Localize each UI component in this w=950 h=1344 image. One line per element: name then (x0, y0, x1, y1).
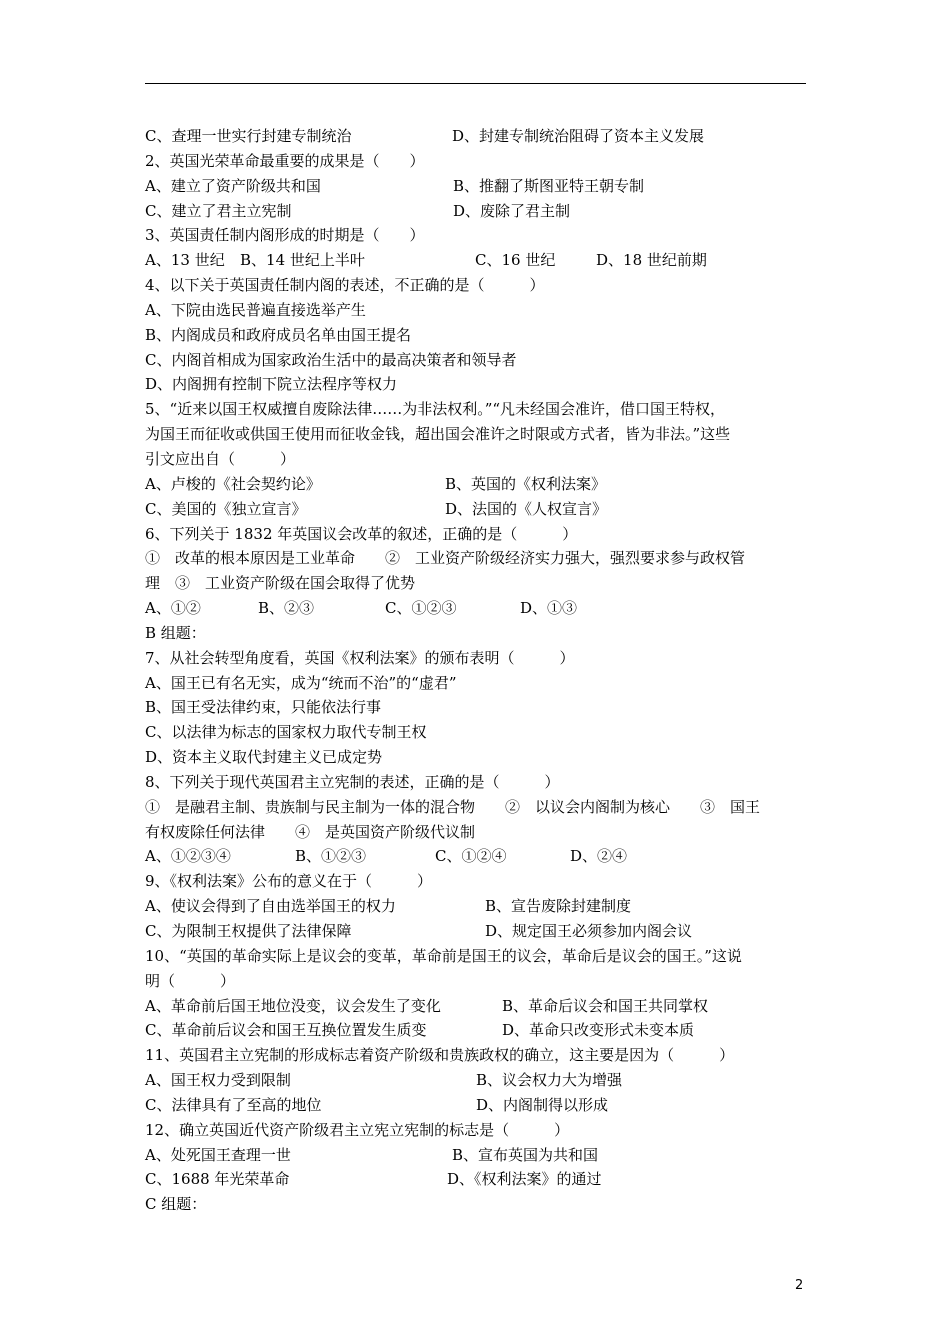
line-text: 2、英国光荣革命最重要的成果是（ ） (145, 151, 425, 170)
option-text: D、②④ (570, 847, 628, 866)
text-line (145, 472, 807, 497)
line-text: C、内阁首相成为国家政治生活中的最高决策者和领导者 (145, 350, 517, 369)
line-text: 8、下列关于现代英国君主立宪制的表述，正确的是（ ） (145, 772, 560, 791)
option-text: A、建立了资产阶级共和国 (145, 176, 321, 195)
option-text: C、1688 年光荣革命 (145, 1170, 290, 1189)
text-line (145, 422, 807, 447)
option-text: C、法律具有了至高的地位 (145, 1095, 322, 1114)
option-text: C、16 世纪 (475, 251, 556, 270)
line-text: C 组题： (145, 1195, 207, 1214)
line-text: B、内阁成员和政府成员名单由国王提名 (145, 325, 412, 344)
text-line (145, 919, 807, 944)
option-text: B、革命后议会和国王共同掌权 (502, 996, 709, 1015)
text-line (145, 795, 807, 820)
option-text: C、①②④ (435, 847, 507, 866)
option-text: D、封建专制统治阻碍了资本主义发展 (452, 127, 705, 145)
option-text: B、②③ (258, 599, 315, 618)
line-text: ① 改革的根本原因是工业革命 ② 工业资产阶级经济实力强大，强烈要求参与政权管 (145, 549, 746, 568)
text-line (145, 223, 807, 248)
text-line (145, 1118, 807, 1143)
option-text: D、①③ (520, 599, 578, 618)
line-text: 4、以下关于英国责任制内阁的表述，不正确的是（ ） (145, 276, 545, 295)
text-line (145, 1167, 807, 1192)
text-line (145, 273, 807, 298)
option-text: A、使议会得到了自由选举国王的权力 (145, 897, 396, 916)
document-body (145, 124, 807, 1217)
text-line (145, 1093, 807, 1118)
option-text: A、①② (145, 599, 201, 618)
option-text: C、查理一世实行封建专制统治 (145, 127, 352, 145)
option-text: D、18 世纪前期 (596, 251, 707, 270)
line-text: C、以法律为标志的国家权力取代专制王权 (145, 723, 427, 742)
text-line (145, 671, 807, 696)
option-text: D、革命只改变形式未变本质 (502, 1021, 695, 1040)
text-line (145, 621, 807, 646)
text-line (145, 348, 807, 373)
line-text: 10、“英国的革命实际上是议会的变革，革命前是国王的议会，革命后是议会的国王。”这说 (145, 946, 742, 965)
text-line (145, 447, 807, 472)
option-text: B、宣告废除封建制度 (485, 897, 632, 916)
line-text: B 组题： (145, 623, 206, 642)
line-text: ① 是融君主制、贵族制与民主制为一体的混合物 ② 以议会内阁制为核心 ③ 国王 (145, 797, 761, 816)
option-text: D、法国的《人权宣言》 (445, 499, 608, 518)
text-line (145, 745, 807, 770)
line-text: 引文应出自（ ） (145, 449, 296, 468)
text-line (145, 397, 807, 422)
text-line (145, 869, 807, 894)
text-line (145, 844, 807, 869)
text-line (145, 1018, 807, 1043)
option-text: B、推翻了斯图亚特王朝专制 (453, 176, 645, 195)
text-line (145, 124, 807, 149)
header-rule (145, 83, 806, 84)
option-text: C、革命前后议会和国王互换位置发生质变 (145, 1021, 427, 1040)
option-text: A、①②③④ (145, 847, 231, 866)
option-text: C、美国的《独立宣言》 (145, 499, 307, 518)
line-text: A、国王已有名无实，成为“统而不治”的“虚君” (145, 673, 457, 692)
option-text: A、卢梭的《社会契约论》 (145, 474, 321, 493)
text-line (145, 1043, 807, 1068)
line-text: 5、“近来以国王权威擅自废除法律……为非法权利。”“凡未经国会准许，借口国王特权， (145, 400, 726, 419)
text-line (145, 372, 807, 397)
line-text: 7、从社会转型角度看，英国《权利法案》的颁布表明（ ） (145, 648, 575, 667)
text-line (145, 546, 807, 571)
text-line (145, 199, 807, 224)
text-line (145, 1143, 807, 1168)
text-line (145, 571, 807, 596)
text-line (145, 770, 807, 795)
text-line (145, 820, 807, 845)
line-text: D、资本主义取代封建主义已成定势 (145, 748, 383, 767)
option-text: C、①②③ (385, 599, 457, 618)
option-text: B、①②③ (295, 847, 367, 866)
text-line (145, 695, 807, 720)
option-text: B、14 世纪上半叶 (240, 251, 365, 270)
option-text: B、议会权力大为增强 (476, 1071, 623, 1090)
text-line (145, 969, 807, 994)
line-text: 为国王而征收或供国王使用而征收金钱，超出国会准许之时限或方式者，皆为非法。”这些 (145, 425, 731, 444)
page-number: 2 (795, 1278, 804, 1293)
text-line (145, 298, 807, 323)
option-text: A、国王权力受到限制 (145, 1071, 291, 1090)
text-line (145, 994, 807, 1019)
line-text: A、下院由选民普遍直接选举产生 (145, 300, 366, 319)
option-text: D、废除了君主制 (453, 201, 571, 220)
option-text: A、处死国王查理一世 (145, 1145, 291, 1164)
text-line (145, 522, 807, 547)
text-line (145, 149, 807, 174)
option-text: A、革命前后国王地位没变，议会发生了变化 (145, 996, 441, 1015)
text-line (145, 596, 807, 621)
option-text: D、规定国王必须参加内阁会议 (485, 922, 693, 940)
option-text: D、内阁制得以形成 (476, 1095, 609, 1114)
line-text: 11、英国君主立宪制的形成标志着资产阶级和贵族政权的确立，这主要是因为（ ） (145, 1046, 735, 1065)
line-text: 12、确立英国近代资产阶级君主立宪立宪制的标志是（ ） (145, 1120, 570, 1139)
text-line (145, 248, 807, 273)
text-line (145, 646, 807, 671)
text-line (145, 944, 807, 969)
option-text: B、英国的《权利法案》 (445, 474, 607, 493)
option-text: B、宣布英国为共和国 (452, 1145, 599, 1164)
option-text: C、为限制王权提供了法律保障 (145, 922, 352, 940)
text-line (145, 174, 807, 199)
line-text: 6、下列关于 1832 年英国议会改革的叙述，正确的是（ ） (145, 524, 578, 543)
option-text: C、建立了君主立宪制 (145, 201, 292, 220)
line-text: 3、英国责任制内阁形成的时期是（ ） (145, 226, 425, 245)
text-line (145, 1068, 807, 1093)
text-line (145, 894, 807, 919)
text-line (145, 1192, 807, 1217)
line-text: D、内阁拥有控制下院立法程序等权力 (145, 375, 398, 394)
line-text: B、国王受法律约束，只能依法行事 (145, 698, 382, 717)
option-text: D、《权利法案》的通过 (447, 1170, 602, 1189)
line-text: 理 ③ 工业资产阶级在国会取得了优势 (145, 574, 416, 593)
line-text: 9、《权利法案》公布的意义在于（ ） (145, 872, 433, 891)
option-text: A、13 世纪 (145, 251, 225, 270)
line-text: 明（ ） (145, 971, 236, 990)
line-text: 有权废除任何法律 ④ 是英国资产阶级代议制 (145, 822, 476, 841)
text-line (145, 323, 807, 348)
text-line (145, 497, 807, 522)
text-line (145, 720, 807, 745)
